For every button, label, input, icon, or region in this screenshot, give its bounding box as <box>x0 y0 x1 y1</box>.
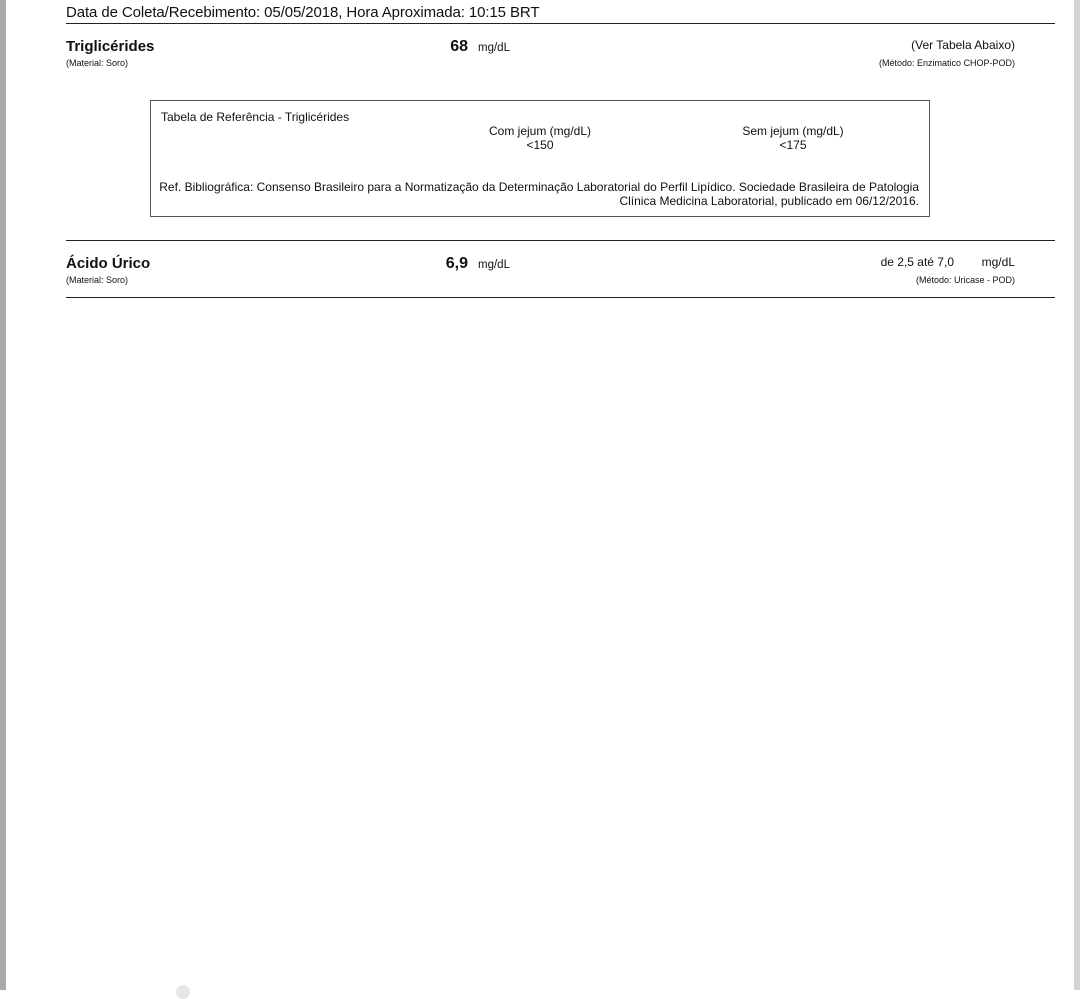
reference-citation: Ref. Bibliográfica: Consenso Brasileiro para a Normatização da Determinação Laboratorial do Perfil Lipídico. Sociedade Brasileira de Patologia Clínica Medicina Laboratorial, publicado em 06/12/2016. <box>159 180 919 208</box>
reference-column-header: Com jejum (mg/dL) <box>488 124 592 138</box>
reference-column-value: <150 <box>526 138 554 152</box>
test-reference-unit: mg/dL <box>981 255 1015 269</box>
test-method: (Método: Enzimatico CHOP-POD) <box>878 58 1015 68</box>
test-name: Triglicérides <box>66 38 155 55</box>
reference-column-fasting <box>440 124 640 152</box>
test-result-unit: mg/dL <box>478 42 510 54</box>
viewer-scrollbar-track[interactable] <box>1074 0 1080 990</box>
test-material: (Material: Soro) <box>66 275 129 285</box>
test-result-unit: mg/dL <box>478 259 510 271</box>
test-result-value: 68 <box>450 38 468 55</box>
reference-table <box>150 100 930 217</box>
test-material: (Material: Soro) <box>66 58 129 68</box>
test-result-value: 6,9 <box>445 255 468 272</box>
reference-table-title: Tabela de Referência - Triglicérides <box>161 110 350 124</box>
test-reference-range: de 2,5 até 7,0 <box>880 255 954 269</box>
report-page <box>6 0 1074 990</box>
reference-column-value: <175 <box>779 138 807 152</box>
test-name: Ácido Úrico <box>66 255 151 272</box>
reference-column-nonfasting <box>693 124 893 152</box>
collection-date-line: Data de Coleta/Recebimento: 05/05/2018, Hora Aproximada: 10:15 BRT <box>66 4 540 21</box>
header-divider <box>66 23 1055 24</box>
page-control-icon[interactable] <box>176 985 190 999</box>
section-divider <box>66 240 1055 241</box>
section-divider <box>66 297 1055 298</box>
reference-column-header: Sem jejum (mg/dL) <box>742 124 844 138</box>
test-method: (Método: Uricase - POD) <box>915 275 1015 285</box>
test-reference: (Ver Tabela Abaixo) <box>911 38 1015 52</box>
